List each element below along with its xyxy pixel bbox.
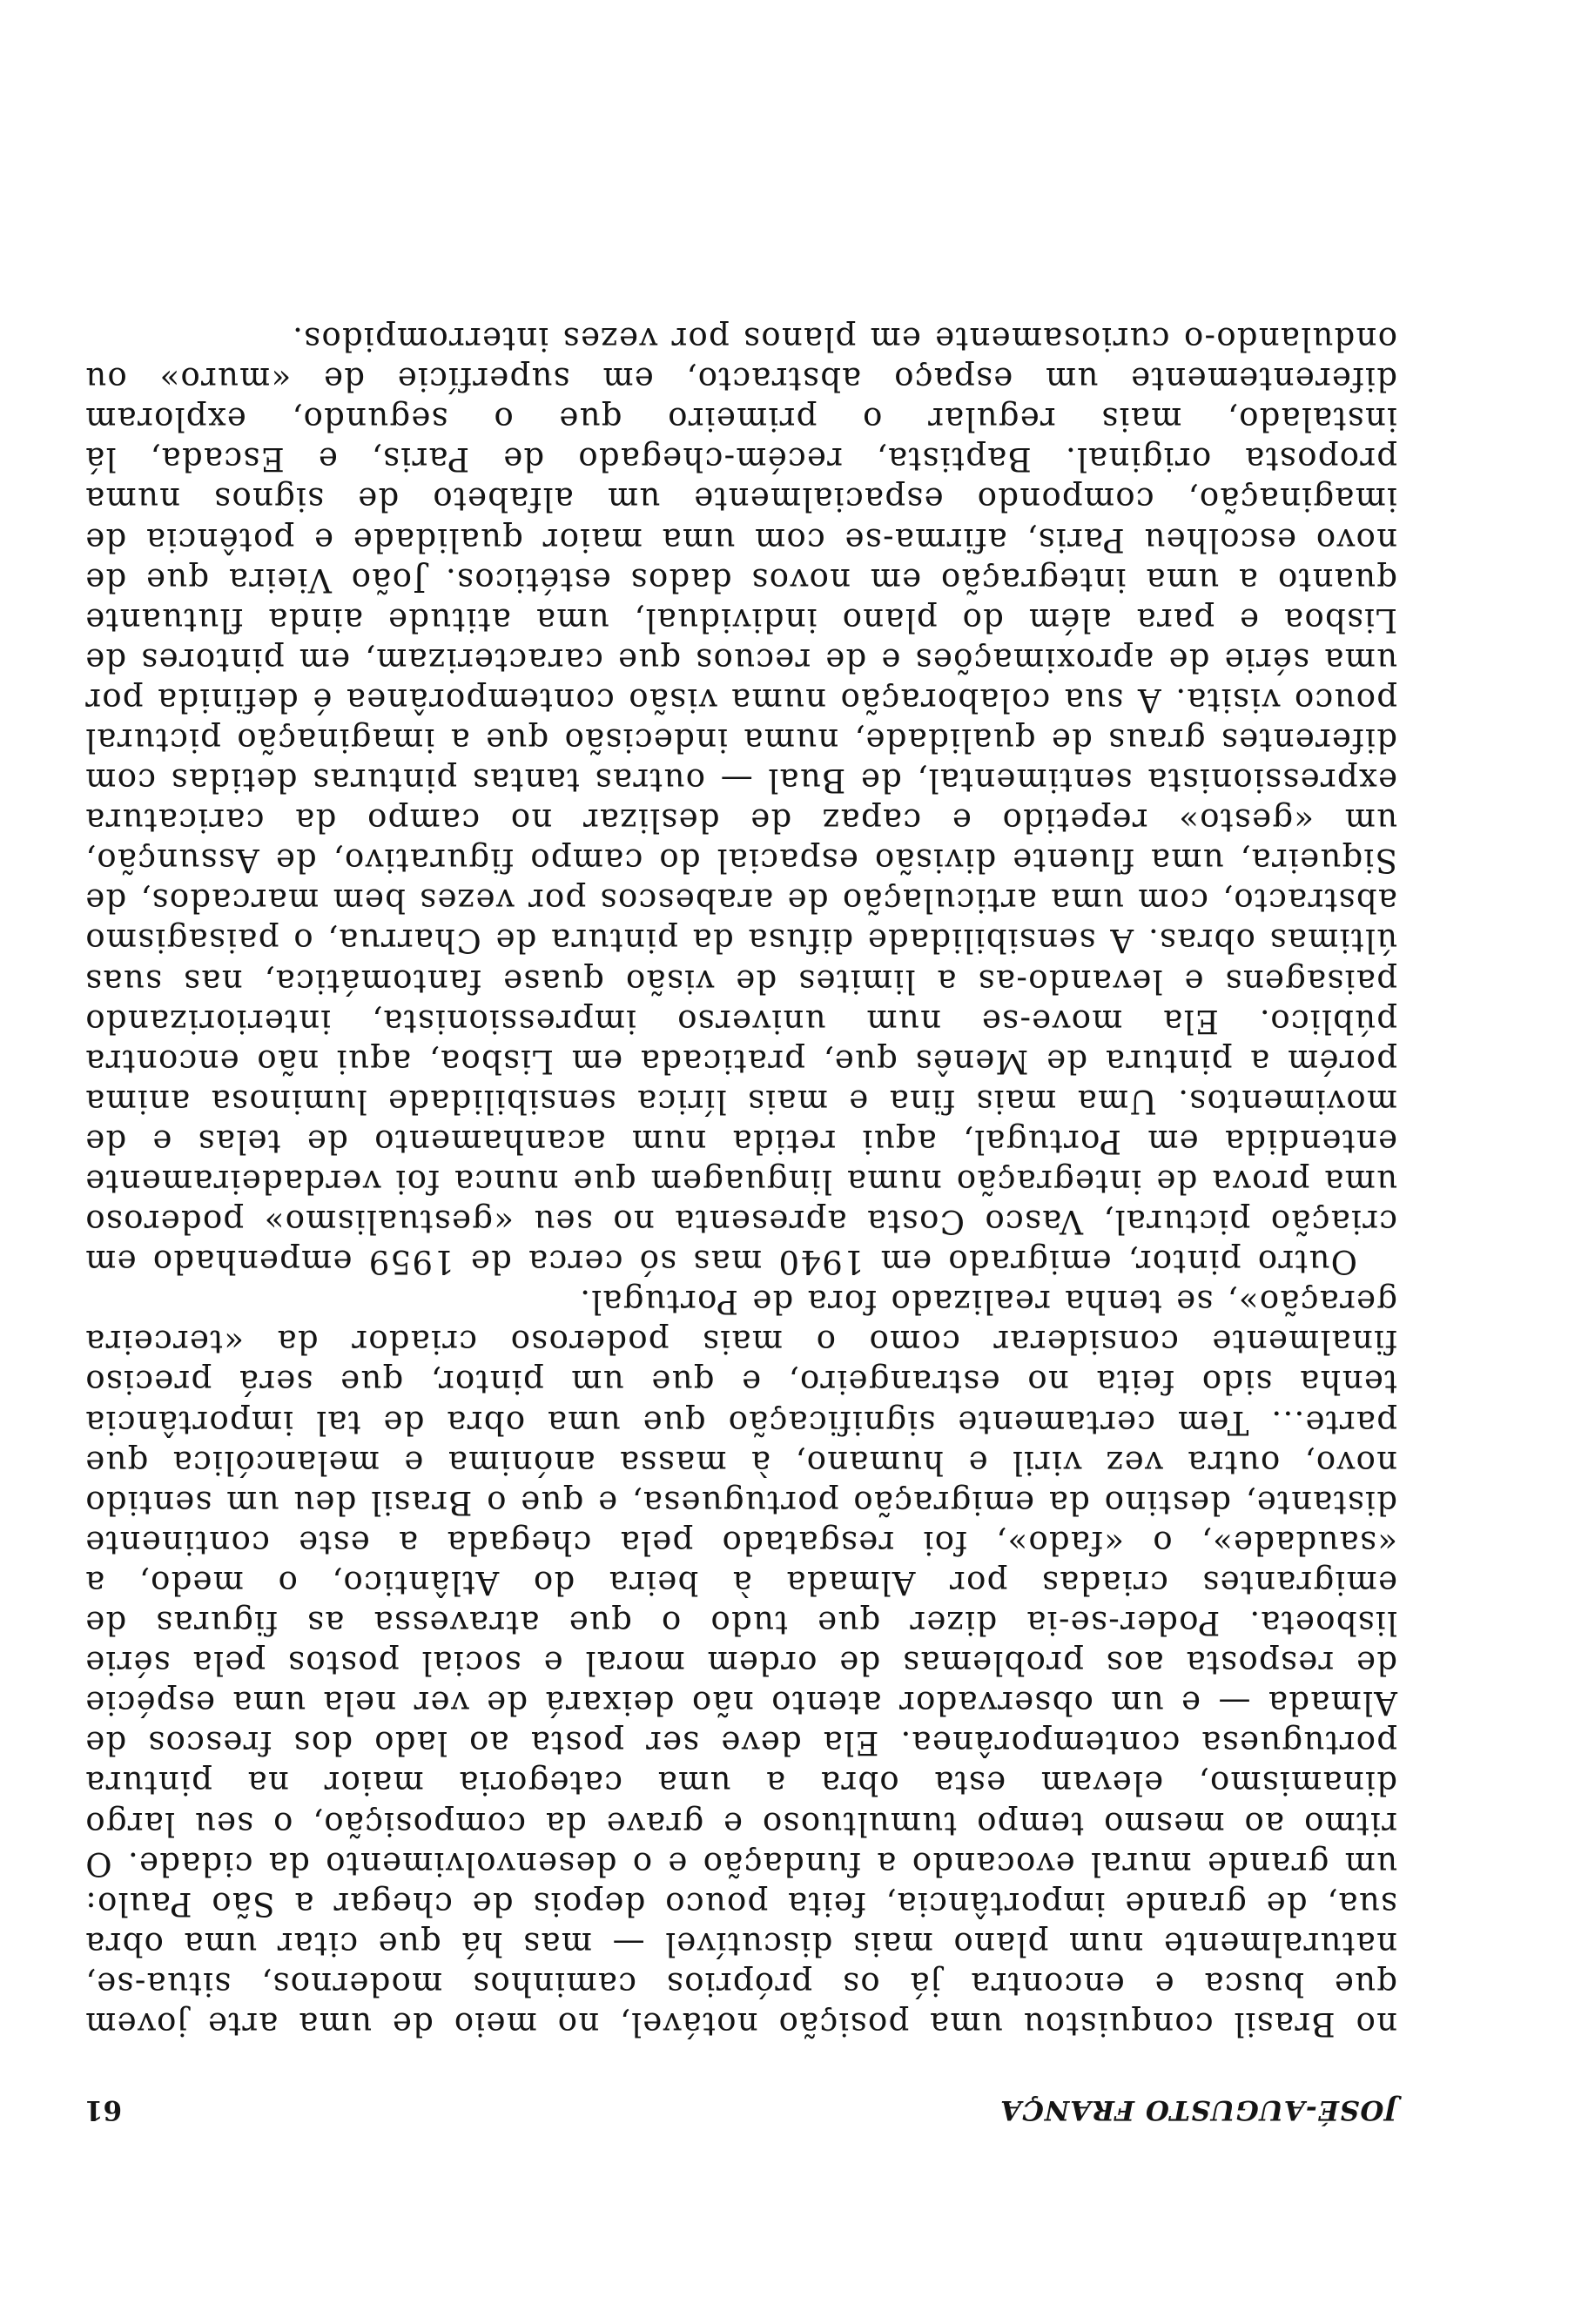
paragraph: no Brasil conquistou uma posição notável, no meio de uma arte jovem que busca e encontra já os próprios caminhos modernos, situa-se, naturalmente num plano mais discutível — mas há que citar uma obra sua, de grande importância, feita pouco depois de chegar a São Paulo: um grande mural evocando a fundação e o desenvolvimento da cidade. O ritmo ao mesmo tempo tumultuoso e grave da composição, o seu largo dinamismo, elevam esta obra a uma categoria maior na pintura portuguesa contemporânea. Ela deve ser posta ao lado dos frescos de Almada — e um observador atento não deixará de ver nela uma espécie de resposta aos problemas de ordem moral e social postos pela série lisboeta. Poder-se-ia dizer que tudo o que atravessa as figuras de emigrantes criadas por Almada à beira do Atlântico, o medo, a «saudade», o «fado», foi resgatado pela chegada a este continente distante, destino da emigração portuguesa, e que o Brasil deu um sentido novo, outra vez viril e humano, à massa anónima e melancólica que parte... Tem certamente significação que uma obra de tal importância tenha sido feita no estrangeiro, e que um pintor, que será preciso finalmente considerar como o mais poderoso criador da «terceira geração», se tenha realizado fora de Portugal. — [84, 1283, 1397, 2043]
page-header — [84, 2091, 1397, 2126]
paragraph: Outro pintor, emigrado em 1940 mas só cerca de 1959 empenhado em criação pictural, Vasco Costa apresenta no seu «gestualismo» poderoso uma prova de integração numa linguagem que nunca foi verdadeiramente entendida em Portugal, aqui retida num acanhamento de telas e de movimentos. Uma mais fina e mais lírica sensibilidade luminosa anima porém a pintura de Menês que, praticada em Lisboa, aqui não encontra público. Ela move-se num universo impressionista, interiorizando paisagens e levando-as a limites de visão quase fantomática, nas suas últimas obras. A sensibilidade difusa da pintura de Charrua, o paisagismo abstracto, com uma articulação de arabescos por vezes bem marcados, de Siqueira, uma fluente divisão espacial do campo figurativo, de Assunção, um «gesto» repetido e capaz de deslizar no campo da caricatura expressionista sentimental, de Bual — outras tantas pinturas detidas com diferentes graus de qualidade, numa indecisão que a imaginação pictural pouco visita. A sua colaboração numa visão contemporânea é definida por uma série de aproximações e de recuos que caracterizam, em pintores de Lisboa e para além do plano individual, uma atitude ainda flutuante quanto a uma integração em novos dados estéticos. João Vieira que de novo escolheu Paris, afirma-se com uma maior qualidade e potência de imaginação, compondo espacialmente um alfabeto de signos numa proposta original. Baptista, recém-chegado de Paris, e Escada, lá instalado, mais regular o primeiro que o segundo, exploram diferentemente um espaço abstracto, em superfície de «muro» ou ondulando-o curiosamente em planos por vezes interrompidos. — [84, 320, 1397, 1281]
body-text — [84, 319, 1397, 2044]
page-number: 61 — [84, 2094, 123, 2126]
running-head: JOSÉ-AUGUSTO FRANÇA — [999, 2094, 1397, 2126]
